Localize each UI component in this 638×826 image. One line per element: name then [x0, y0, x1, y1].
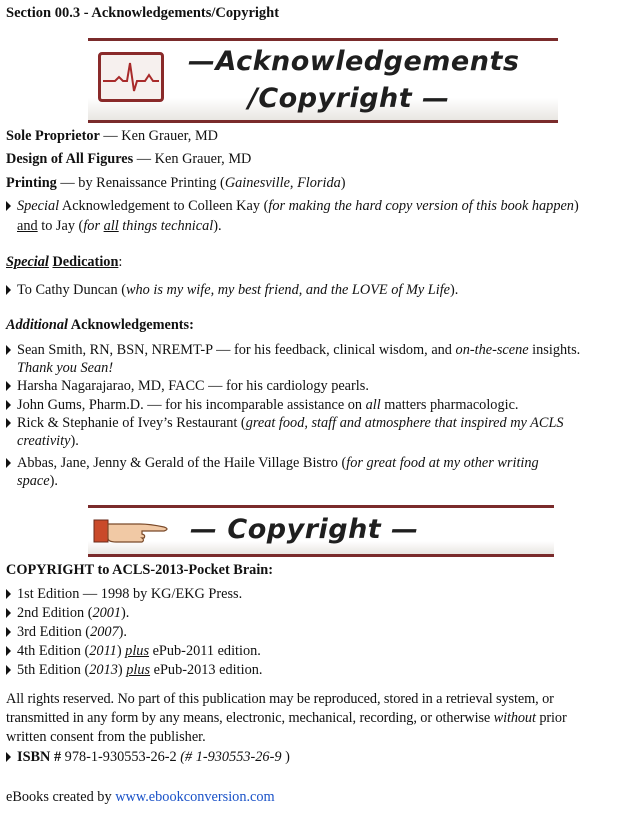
list-item: Abbas, Jane, Jenny & Gerald of the Haile Village Bistro (for great food at my other writing: [17, 455, 539, 471]
additional-heading: Additional Acknowledgements:: [6, 317, 194, 333]
ecg-monitor-icon: [98, 52, 164, 102]
credit-value: — Ken Grauer, MD: [99, 128, 218, 144]
credit-label: Sole Proprietor: [6, 128, 100, 144]
rights-line: All rights reserved. No part of this publication may be reproduced, stored in a retrieval system, or: [6, 691, 554, 707]
bullet-arrow-icon: [6, 381, 12, 391]
credit-proprietor: [6, 127, 218, 145]
isbn-label: ISBN #: [17, 749, 62, 765]
footer: eBooks created by www.ebookconversion.com: [6, 789, 275, 805]
bullet-arrow-icon: [6, 458, 12, 468]
bullet-arrow-icon: [6, 627, 12, 637]
credit-label: Design of All Figures: [6, 151, 134, 167]
bullet-arrow-icon: [6, 201, 12, 211]
list-item: Rick & Stephanie of Ivey’s Restaurant (great food, staff and atmosphere that inspired my ACLS: [17, 415, 564, 431]
acknowledgements-banner: [88, 38, 558, 123]
banner-title-line2: /Copyright —: [248, 83, 450, 114]
bullet-arrow-icon: [6, 589, 12, 599]
dedication-text: To Cathy Duncan (who is my wife, my best friend, and the LOVE of My Life).: [17, 282, 459, 298]
list-item: Harsha Nagarajarao, MD, FACC — for his cardiology pearls.: [17, 378, 369, 394]
bullet-arrow-icon: [6, 418, 12, 428]
credit-design: [6, 150, 251, 168]
credit-value: — Ken Grauer, MD: [133, 151, 252, 167]
bullet-arrow-icon: [6, 285, 12, 295]
bullet-arrow-icon: [6, 345, 12, 355]
printing-place: Gainesville, Florida: [224, 175, 341, 191]
list-item-cont: Thank you Sean!: [17, 360, 114, 376]
edition-item: 3rd Edition (2007).: [17, 624, 127, 640]
copyright-heading: COPYRIGHT to ACLS-2013-Pocket Brain:: [6, 562, 274, 578]
credit-label: Printing: [6, 175, 57, 191]
list-item-cont: creativity).: [17, 433, 79, 449]
credit-printing: Printing — by Renaissance Printing (Gainesville, Florida): [6, 175, 346, 191]
special-acknowledgement: Special Acknowledgement to Colleen Kay (for making the hard copy version of this book happen): [17, 198, 579, 214]
banner-title-line1: —Acknowledgements: [188, 46, 520, 77]
rights-line: transmitted in any form by any means, electronic, mechanical, recording, or otherwise without prior: [6, 710, 567, 726]
isbn-line: ISBN # 978-1-930553-26-2 (# 1-930553-26-9 ): [17, 749, 290, 765]
bullet-arrow-icon: [6, 608, 12, 618]
bullet-arrow-icon: [6, 665, 12, 675]
bullet-arrow-icon: [6, 646, 12, 656]
list-item-cont: space).: [17, 473, 58, 489]
bullet-arrow-icon: [6, 752, 12, 762]
dedication-heading: Special Dedication:: [6, 254, 123, 270]
special-acknowledgement-cont: and to Jay (for all things technical).: [17, 218, 222, 234]
banner-title: — Copyright —: [190, 514, 419, 545]
ebookconversion-link[interactable]: www.ebookconversion.com: [115, 789, 275, 805]
list-item: Sean Smith, RN, BSN, NREMT-P — for his feedback, clinical wisdom, and on-the-scene insights.: [17, 342, 581, 358]
copyright-banner: [88, 505, 554, 557]
pointing-hand-icon: [92, 514, 172, 548]
list-item: John Gums, Pharm.D. — for his incomparable assistance on all matters pharmacologic.: [17, 397, 519, 413]
bullet-arrow-icon: [6, 400, 12, 410]
edition-item: 1st Edition — 1998 by KG/EKG Press.: [17, 586, 243, 602]
edition-item: 4th Edition (2011) plus ePub-2011 edition.: [17, 643, 261, 659]
section-title: Section 00.3 - Acknowledgements/Copyright: [6, 5, 280, 21]
rights-line: written consent from the publisher.: [6, 729, 206, 745]
edition-item: 5th Edition (2013) plus ePub-2013 edition.: [17, 662, 263, 678]
edition-item: 2nd Edition (2001).: [17, 605, 130, 621]
